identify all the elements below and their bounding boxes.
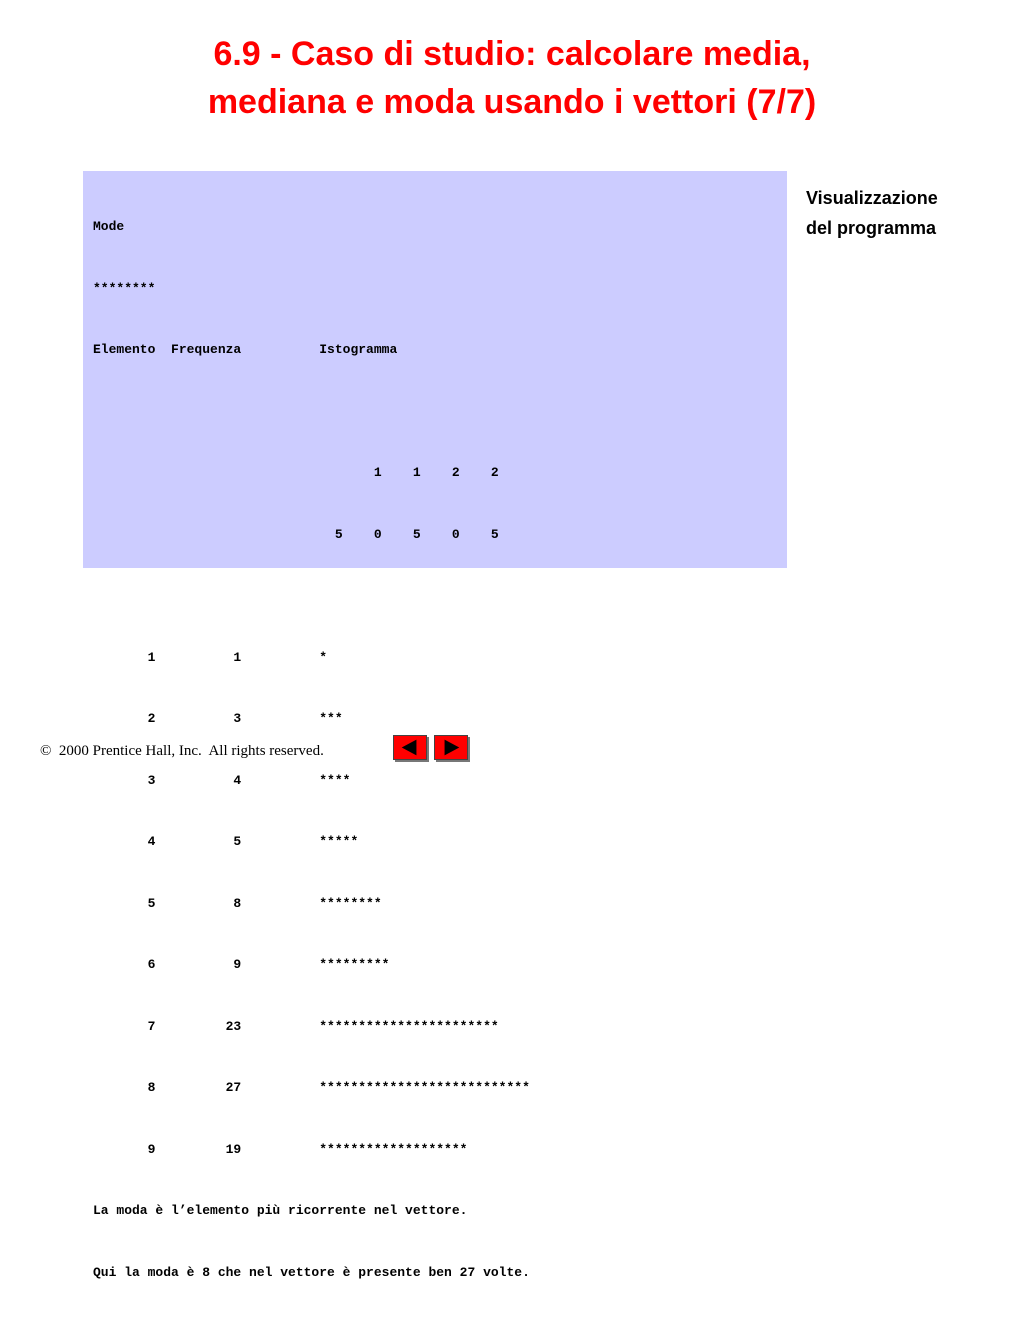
next-slide-button[interactable] xyxy=(434,735,468,760)
side-caption-line-2: del programma xyxy=(806,218,937,238)
copyright-notice: © 2000 Prentice Hall, Inc. All rights reserved. xyxy=(40,743,324,759)
side-caption-line-1: Visualizzazione xyxy=(806,188,938,208)
output-line: 9 19 ******************* xyxy=(93,1141,468,1157)
output-line: Elemento Frequenza Istogramma xyxy=(93,342,398,357)
output-line: Mode xyxy=(93,219,125,234)
arrow-left-icon xyxy=(394,736,426,759)
output-line: ******** xyxy=(93,280,156,296)
output-line: Qui la moda è 8 che nel vettore è presente ben 27 volte. xyxy=(93,1264,530,1280)
output-line: 8 27 *************************** xyxy=(93,1080,530,1095)
output-line: 5 0 5 0 5 xyxy=(93,526,499,542)
output-line: 6 9 ********* xyxy=(93,957,390,972)
previous-slide-button[interactable] xyxy=(393,735,427,760)
output-line: La moda è l’elemento più ricorrente nel vettore. xyxy=(93,1203,468,1218)
side-caption xyxy=(806,183,938,243)
output-line: 1 1 * xyxy=(93,649,328,665)
output-line: 2 3 *** xyxy=(93,711,343,726)
slide-title-line-2: mediana e moda usando i vettori (7/7) xyxy=(207,83,817,121)
output-line xyxy=(93,402,530,423)
output-line: 3 4 **** xyxy=(93,772,351,788)
output-line xyxy=(93,586,530,607)
output-line: 1 1 2 2 xyxy=(93,465,499,480)
output-line: 7 23 *********************** xyxy=(93,1018,499,1034)
slide-title xyxy=(0,30,1024,126)
slide-title-line-1: 6.9 - Caso di studio: calcolare media, xyxy=(213,35,811,73)
arrow-right-icon xyxy=(435,736,467,759)
output-line: 5 8 ******** xyxy=(93,895,382,911)
output-line: 4 5 ***** xyxy=(93,834,359,849)
